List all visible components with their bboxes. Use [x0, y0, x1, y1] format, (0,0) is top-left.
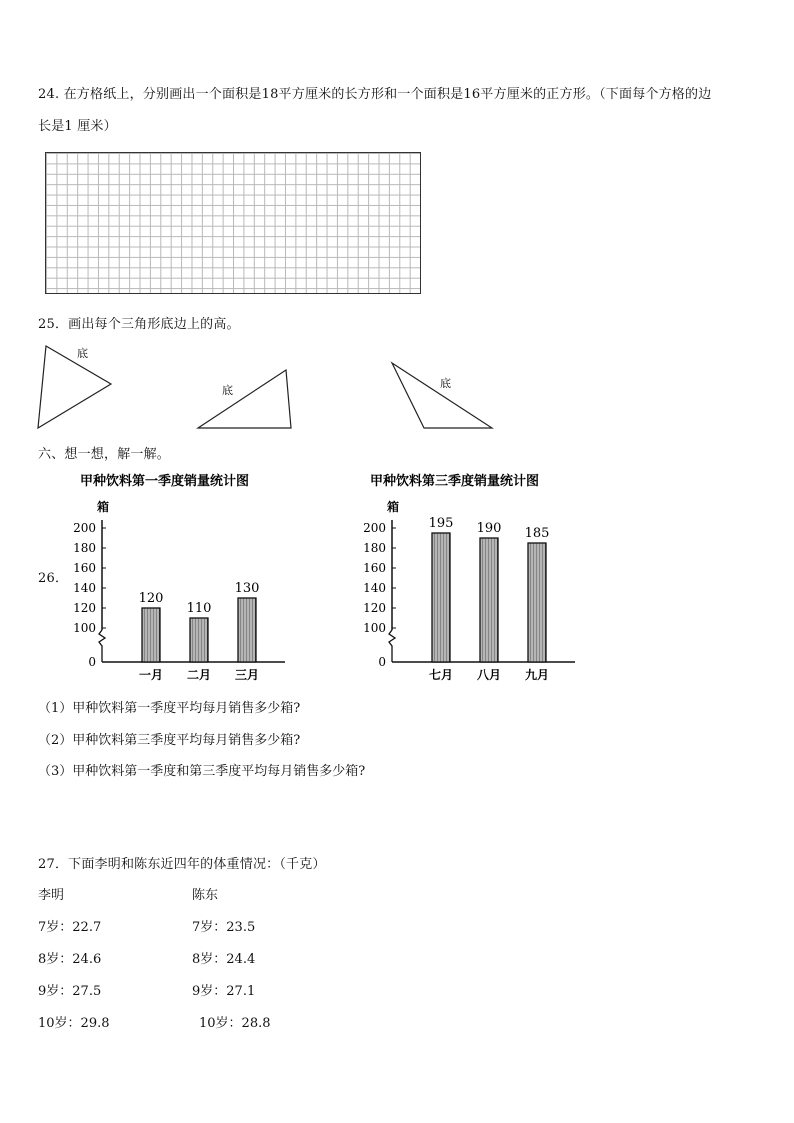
- q26-sub1: （1）甲种饮料第一季度平均每月销售多少箱?: [38, 701, 301, 716]
- left-row: 8岁：24.6: [38, 952, 102, 967]
- chart-q3: [350, 465, 600, 685]
- y-tick-label: 100: [363, 621, 386, 635]
- q26-sub3: （3）甲种饮料第一季度和第三季度平均每月销售多少箱?: [38, 764, 366, 779]
- left-row: 7岁：22.7: [38, 920, 102, 935]
- x-tick-label: 一月: [138, 668, 164, 682]
- chart-q1: [60, 465, 310, 685]
- q24-line2: 长是1 厘米）: [38, 119, 117, 134]
- chart-title: 甲种饮料第一季度销量统计图: [80, 474, 250, 489]
- right-row: 10岁：28.8: [199, 1016, 271, 1031]
- y-tick-label: 160: [363, 561, 386, 575]
- data-label: 185: [524, 526, 550, 541]
- x-tick-label: 九月: [524, 668, 550, 682]
- y-tick-label: 120: [363, 601, 386, 615]
- left-row: 10岁：29.8: [38, 1016, 110, 1031]
- triangle-3[interactable]: [392, 363, 492, 428]
- y-tick-label: 200: [363, 521, 386, 535]
- triangle-3-base-label: 底: [440, 377, 451, 390]
- y-tick-label: 0: [88, 655, 96, 669]
- bar: [528, 543, 546, 662]
- y-tick-label: 120: [73, 601, 96, 615]
- y-tick-label: 140: [73, 581, 96, 595]
- chart-title: 甲种饮料第三季度销量统计图: [370, 474, 540, 489]
- bar: [480, 538, 498, 662]
- right-row: 8岁：24.4: [192, 952, 256, 967]
- y-tick-label: 200: [73, 521, 96, 535]
- bar: [190, 618, 208, 662]
- q26-sub2: （2）甲种饮料第三季度平均每月销售多少箱?: [38, 733, 301, 748]
- y-tick-label: 100: [73, 621, 96, 635]
- triangle-1[interactable]: [38, 346, 111, 428]
- x-tick-label: 七月: [428, 668, 454, 682]
- y-tick-label: 140: [363, 581, 386, 595]
- data-label: 130: [234, 581, 260, 596]
- data-label: 110: [186, 601, 212, 616]
- q27-title: 27．下面李明和陈东近四年的体重情况：（千克）: [38, 857, 326, 872]
- grid-paper[interactable]: [45, 152, 421, 294]
- x-tick-label: 八月: [476, 668, 502, 682]
- x-tick-label: 二月: [186, 668, 212, 682]
- right-row: 9岁：27.1: [192, 984, 256, 999]
- axis-break: [99, 630, 105, 662]
- y-tick-label: 160: [73, 561, 96, 575]
- q26-number: 26．: [38, 571, 69, 586]
- left-row: 9岁：27.5: [38, 984, 102, 999]
- y-axis-label: 箱: [387, 500, 400, 514]
- triangle-1-base-label: 底: [77, 347, 88, 360]
- bar: [142, 608, 160, 662]
- x-tick-label: 三月: [234, 668, 260, 682]
- triangle-2[interactable]: [198, 370, 291, 428]
- triangle-2-base-label: 底: [222, 384, 233, 397]
- data-label: 195: [428, 516, 454, 531]
- right-row: 7岁：23.5: [192, 920, 256, 935]
- y-axis-label: 箱: [97, 500, 110, 514]
- y-tick-label: 0: [378, 655, 386, 669]
- q25-text: 25．画出每个三角形底边上的高。: [38, 317, 240, 332]
- y-tick-label: 180: [73, 541, 96, 555]
- q24-line1: 24. 在方格纸上，分别画出一个面积是18平方厘米的长方形和一个面积是16平方厘米的正方形。（下面每个方格的边: [38, 87, 712, 102]
- data-label: 190: [476, 521, 502, 536]
- bar: [238, 598, 256, 662]
- section-title: 六、想一想，解一解。: [38, 447, 171, 462]
- y-tick-label: 180: [363, 541, 386, 555]
- bar: [432, 533, 450, 662]
- triangles-figure: [0, 330, 560, 440]
- axis-break: [389, 630, 395, 662]
- name-right: 陈东: [192, 888, 219, 903]
- data-label: 120: [138, 591, 164, 606]
- name-left: 李明: [38, 888, 65, 903]
